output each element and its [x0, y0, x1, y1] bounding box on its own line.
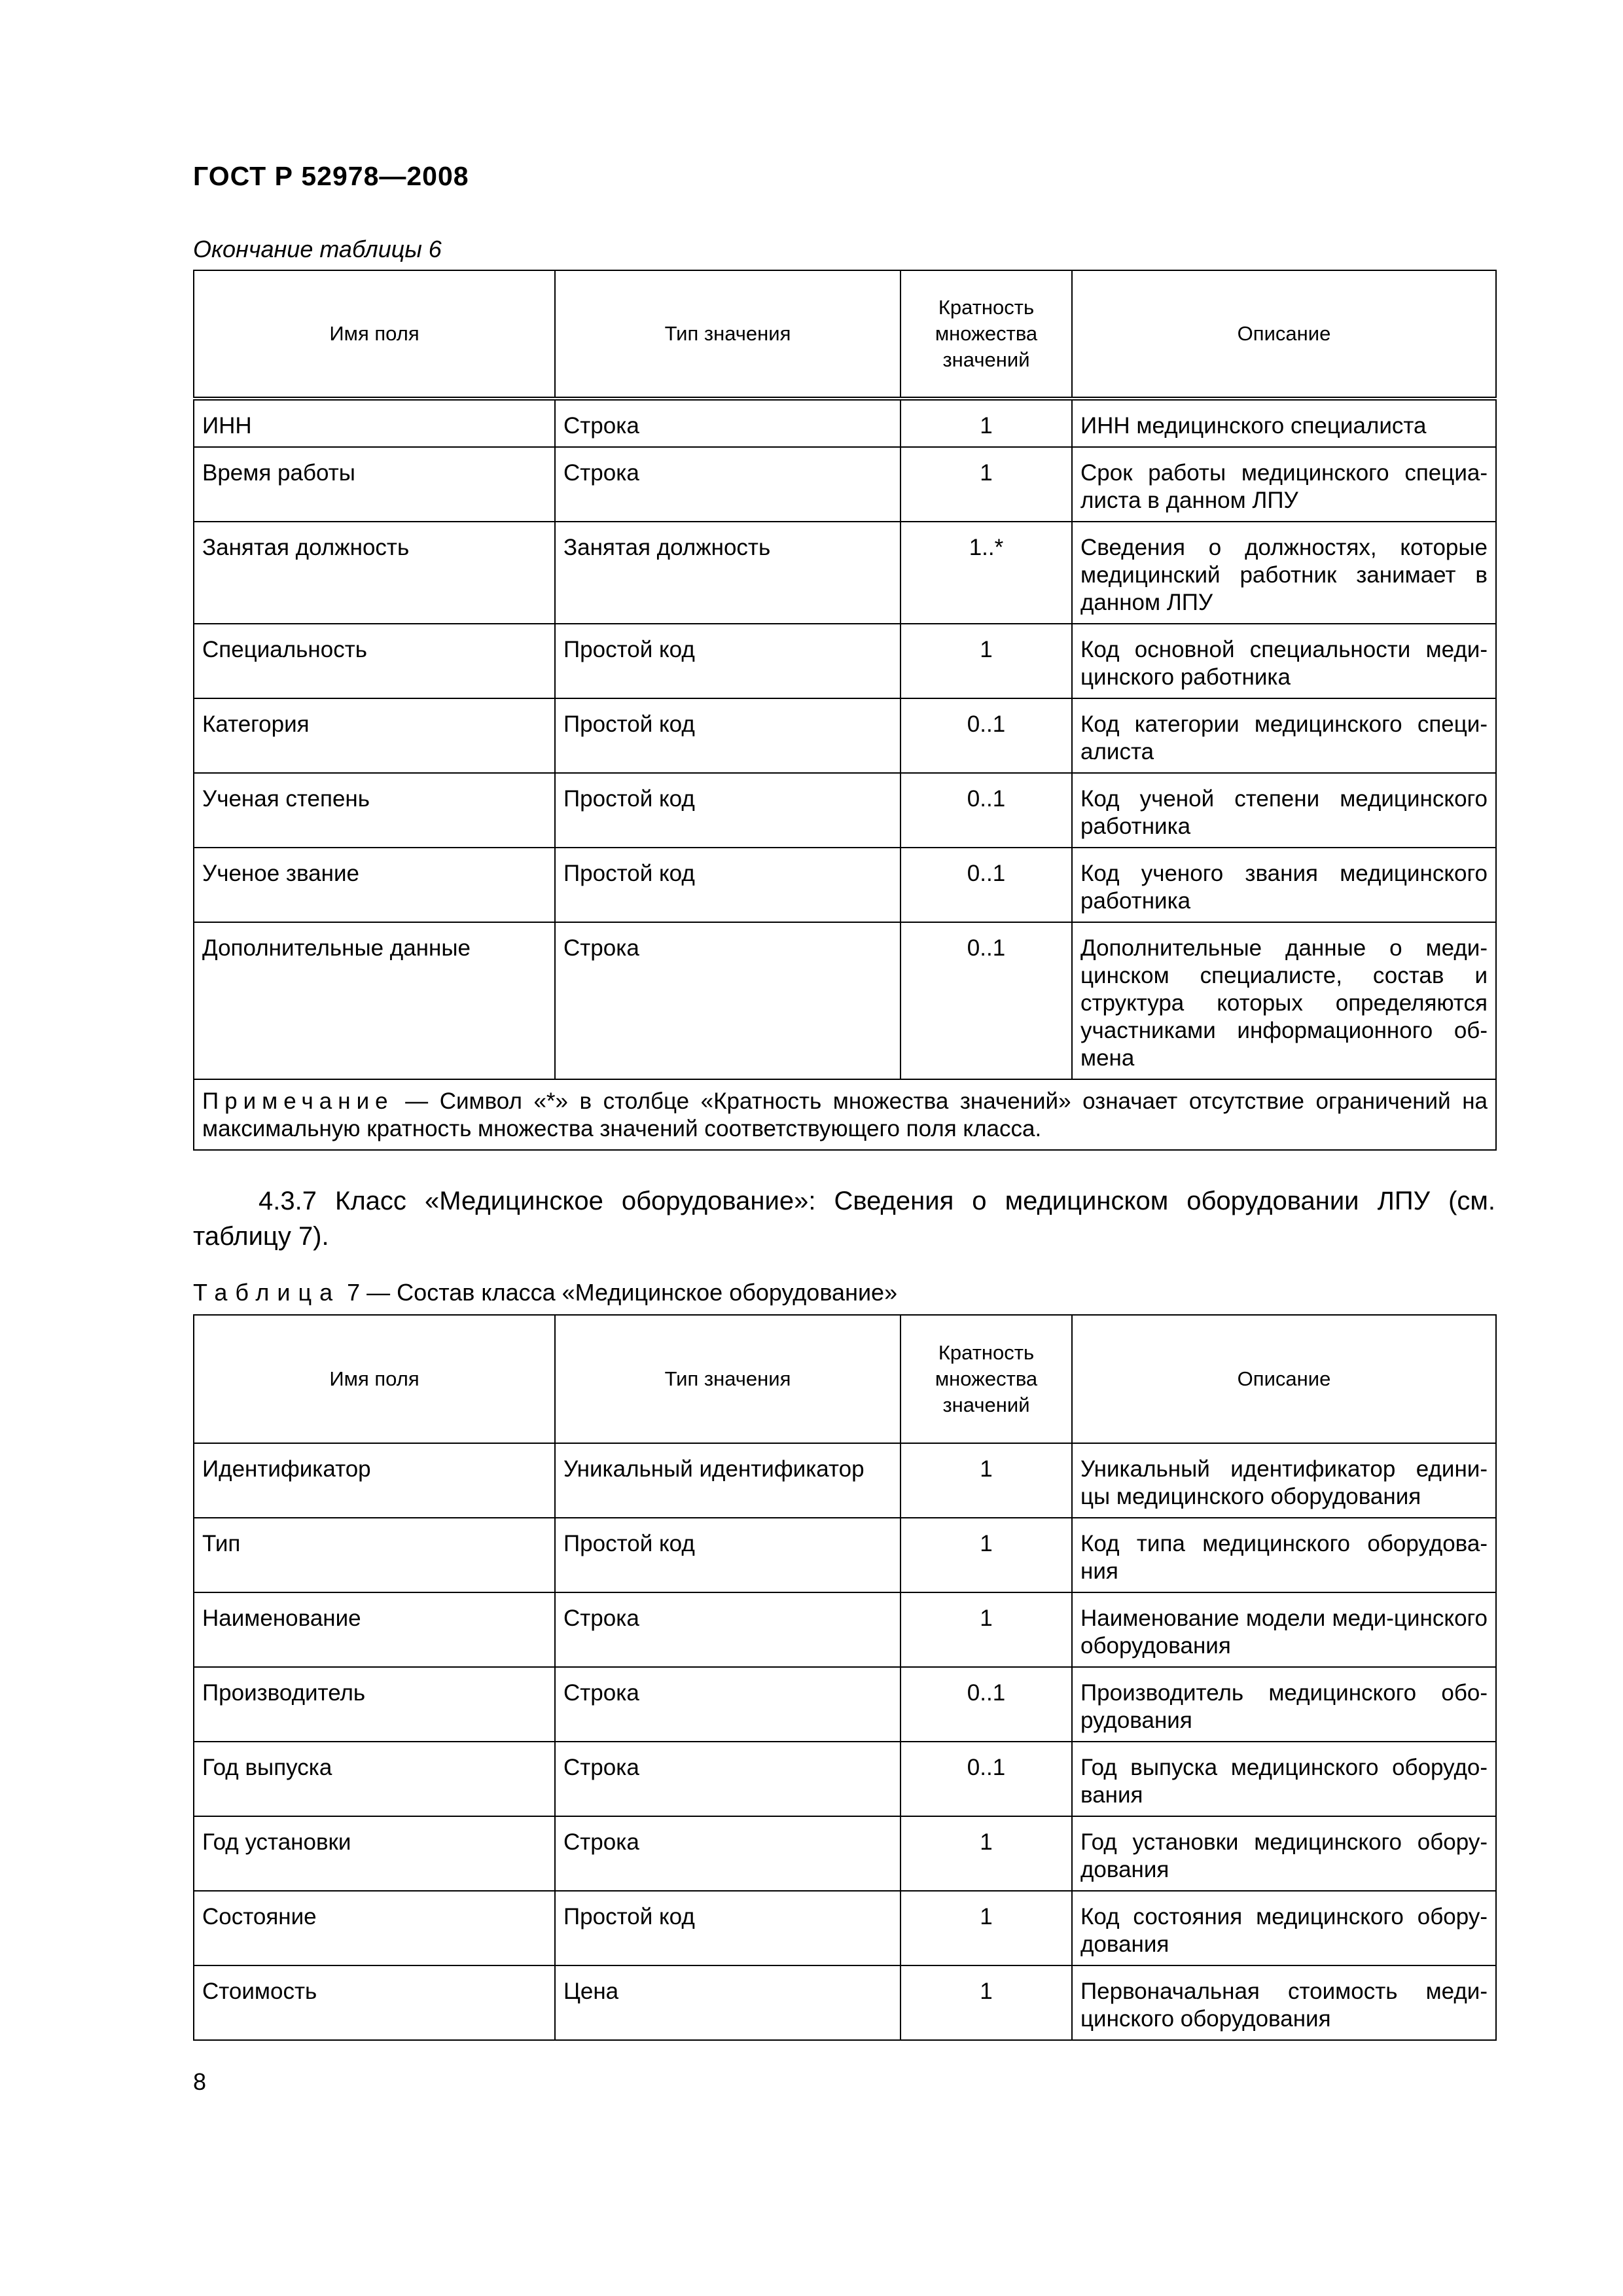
table7 — [193, 1314, 1497, 2041]
table6-header-row — [194, 270, 1496, 399]
field-name-cell: Наименование — [194, 1592, 555, 1667]
col-header-value-type: Тип значения — [555, 1315, 901, 1443]
value-type-cell: Занятая должность — [555, 522, 901, 624]
field-name-cell: Занятая должность — [194, 522, 555, 624]
field-name-cell: Идентификатор — [194, 1443, 555, 1518]
section-text: Класс «Медицинское оборудование»: Сведения о медицинском оборудовании ЛПУ (см. таблицу 7). — [193, 1187, 1495, 1251]
multiplicity-cell: 1 — [901, 447, 1072, 522]
table7-caption-label: Таблица — [193, 1279, 341, 1306]
description-cell: Производитель медицинского обо-рудования — [1072, 1667, 1496, 1742]
col-header-field-name: Имя поля — [194, 270, 555, 399]
table-row — [194, 1816, 1496, 1891]
col-header-description: Описание — [1072, 270, 1496, 399]
field-name-cell: Время работы — [194, 447, 555, 522]
col-header-multiplicity: Кратность множества значений — [901, 1315, 1072, 1443]
multiplicity-cell: 1 — [901, 624, 1072, 698]
table-row — [194, 1965, 1496, 2040]
table7-body — [194, 1443, 1496, 2040]
multiplicity-cell: 1 — [901, 1965, 1072, 2040]
description-cell: Срок работы медицинского специа-листа в данном ЛПУ — [1072, 447, 1496, 522]
table6-note-row — [194, 1079, 1496, 1150]
value-type-cell: Строка — [555, 399, 901, 447]
field-name-cell: Дополнительные данные — [194, 922, 555, 1079]
field-name-cell: Категория — [194, 698, 555, 773]
note-text: — Символ «*» в столбце «Кратность множества значений» означает отсутствие ограничений на максимальную кратность множества значений соответствующего поля класса. — [202, 1088, 1488, 1141]
table-row — [194, 698, 1496, 773]
value-type-cell: Простой код — [555, 773, 901, 848]
table6-continuation-caption: Окончание таблицы 6 — [193, 236, 442, 262]
table-row — [194, 1891, 1496, 1965]
field-name-cell: Специальность — [194, 624, 555, 698]
description-cell: Уникальный идентификатор едини-цы медицинского оборудования — [1072, 1443, 1496, 1518]
field-name-cell: Тип — [194, 1518, 555, 1592]
value-type-cell: Простой код — [555, 1891, 901, 1965]
multiplicity-cell: 1 — [901, 1592, 1072, 1667]
multiplicity-cell: 0..1 — [901, 848, 1072, 922]
field-name-cell: Производитель — [194, 1667, 555, 1742]
page-number: 8 — [193, 2068, 207, 2095]
multiplicity-cell: 0..1 — [901, 698, 1072, 773]
table7-caption — [193, 1279, 897, 1306]
description-cell: Сведения о должностях, которые медицинский работник занимает в данном ЛПУ — [1072, 522, 1496, 624]
table7-caption-text: 7 — Состав класса «Медицинское оборудование» — [340, 1279, 898, 1306]
description-cell: Код ученого звания медицинского работника — [1072, 848, 1496, 922]
multiplicity-cell: 1 — [901, 1816, 1072, 1891]
table-row — [194, 399, 1496, 447]
description-cell: Год выпуска медицинского оборудо-вания — [1072, 1742, 1496, 1816]
multiplicity-cell: 0..1 — [901, 1667, 1072, 1742]
value-type-cell: Строка — [555, 1592, 901, 1667]
table-row — [194, 1592, 1496, 1667]
value-type-cell: Простой код — [555, 698, 901, 773]
multiplicity-cell: 1 — [901, 399, 1072, 447]
field-name-cell: ИНН — [194, 399, 555, 447]
table-row — [194, 848, 1496, 922]
table-row — [194, 922, 1496, 1079]
description-cell: Первоначальная стоимость меди-цинского оборудования — [1072, 1965, 1496, 2040]
table6 — [193, 270, 1497, 1151]
description-cell: Код категории медицинского специ-алиста — [1072, 698, 1496, 773]
value-type-cell: Строка — [555, 1667, 901, 1742]
multiplicity-cell: 0..1 — [901, 1742, 1072, 1816]
section-number: 4.3.7 — [259, 1187, 317, 1215]
col-header-field-name: Имя поля — [194, 1315, 555, 1443]
description-cell: Год установки медицинского обору-дования — [1072, 1816, 1496, 1891]
description-cell: Код типа медицинского оборудова-ния — [1072, 1518, 1496, 1592]
table6-body — [194, 399, 1496, 1079]
table-row — [194, 1518, 1496, 1592]
description-cell: Код состояния медицинского обору-дования — [1072, 1891, 1496, 1965]
section-paragraph — [193, 1183, 1495, 1254]
value-type-cell: Строка — [555, 447, 901, 522]
value-type-cell: Простой код — [555, 848, 901, 922]
description-cell: Наименование модели меди-цинского оборудования — [1072, 1592, 1496, 1667]
value-type-cell: Строка — [555, 1816, 901, 1891]
value-type-cell: Уникальный идентификатор — [555, 1443, 901, 1518]
table-row — [194, 522, 1496, 624]
multiplicity-cell: 0..1 — [901, 773, 1072, 848]
value-type-cell: Строка — [555, 1742, 901, 1816]
value-type-cell: Простой код — [555, 624, 901, 698]
note-label: Примечание — [202, 1088, 394, 1114]
field-name-cell: Год выпуска — [194, 1742, 555, 1816]
description-cell: Код ученой степени медицинского работника — [1072, 773, 1496, 848]
multiplicity-cell: 1 — [901, 1443, 1072, 1518]
table-row — [194, 447, 1496, 522]
field-name-cell: Год установки — [194, 1816, 555, 1891]
table-row — [194, 1667, 1496, 1742]
col-header-description: Описание — [1072, 1315, 1496, 1443]
description-cell: Дополнительные данные о меди-цинском специалисте, состав и структура которых определяются участниками информационного об-мена — [1072, 922, 1496, 1079]
description-cell: ИНН медицинского специалиста — [1072, 399, 1496, 447]
table-row — [194, 1742, 1496, 1816]
table-row — [194, 1443, 1496, 1518]
multiplicity-cell: 1 — [901, 1518, 1072, 1592]
table7-header-row — [194, 1315, 1496, 1443]
table-row — [194, 773, 1496, 848]
field-name-cell: Ученая степень — [194, 773, 555, 848]
multiplicity-cell: 1..* — [901, 522, 1072, 624]
table-row — [194, 624, 1496, 698]
col-header-multiplicity: Кратность множества значений — [901, 270, 1072, 399]
field-name-cell: Стоимость — [194, 1965, 555, 2040]
description-cell: Код основной специальности меди-цинского работника — [1072, 624, 1496, 698]
value-type-cell: Строка — [555, 922, 901, 1079]
value-type-cell: Цена — [555, 1965, 901, 2040]
table6-note — [194, 1079, 1496, 1150]
value-type-cell: Простой код — [555, 1518, 901, 1592]
multiplicity-cell: 0..1 — [901, 922, 1072, 1079]
multiplicity-cell: 1 — [901, 1891, 1072, 1965]
field-name-cell: Состояние — [194, 1891, 555, 1965]
col-header-value-type: Тип значения — [555, 270, 901, 399]
document-code: ГОСТ Р 52978—2008 — [193, 161, 469, 191]
field-name-cell: Ученое звание — [194, 848, 555, 922]
